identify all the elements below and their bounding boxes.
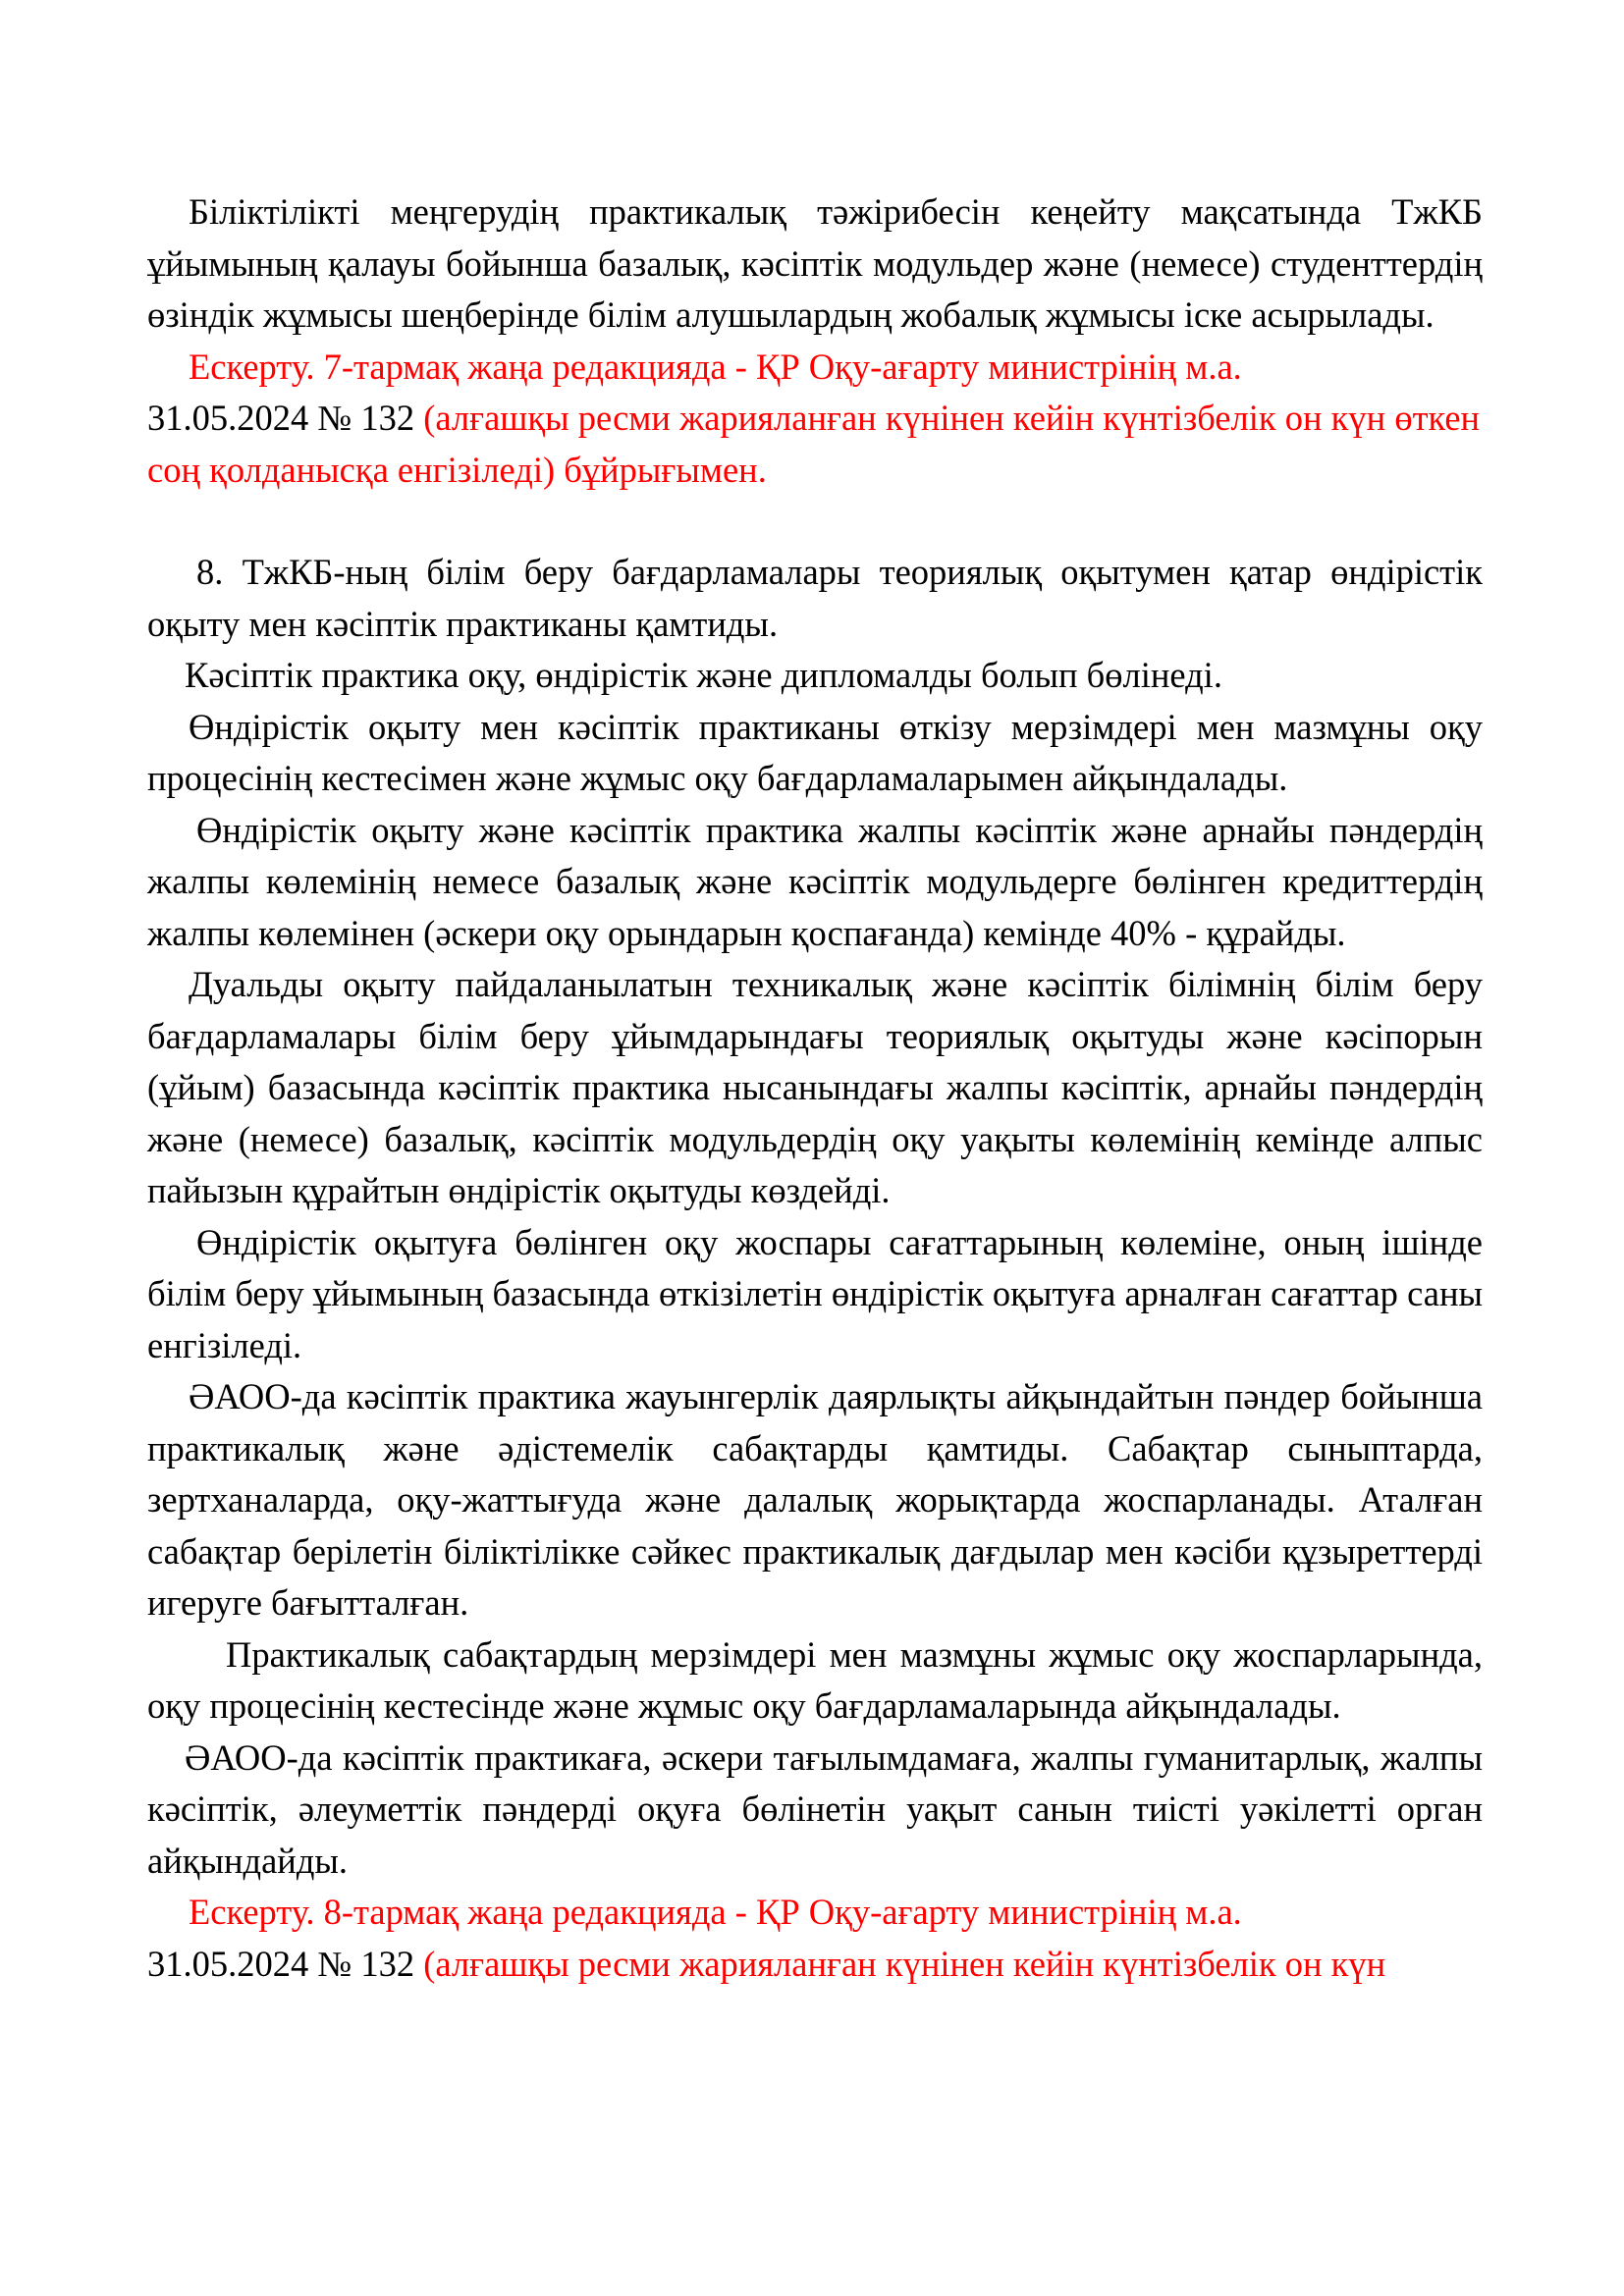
- amendment-note-8-prefix: Ескерту. 8-тармақ жаңа редакцияда - ҚР Оқу-ағарту министрінің м.а.: [189, 1892, 1242, 1932]
- document-page: [147, 187, 1483, 1990]
- paragraph-8-volume: Өндірістік оқыту және кәсіптік практика жалпы кәсіптік және арнайы пәндердің жалпы көлемінің немесе базалық және кәсіптік модульдерге бөлінген кредиттердің жалпы көлемінен (әскери оқу орындарын қоспағанда) кемінде 40% - құрайды.: [147, 809, 1483, 953]
- paragraph-8-military-practice: ӘАОО-да кәсіптік практика жауынгерлік даярлықты айқындайтын пәндер бойынша практикалық және әдістемелік сабақтарды қамтиды. Сабақтар сыныптарда, зертханаларда, оқу-жаттығуда және далалық жорықтарда жоспарланады. Аталған сабақтар берілетін біліктілікке сәйкес практикалық дағдылар мен кәсіби құзыреттерді игеруге бағытталған.: [147, 1376, 1483, 1623]
- section-gap: [147, 496, 1483, 547]
- paragraph-8-practical-terms: Практикалық сабақтардың мерзімдері мен мазмұны жұмыс оқу жоспарларында, оқу процесінің кестесінде және жұмыс оқу бағдарламаларында айқындалады.: [147, 1633, 1483, 1726]
- paragraph-8-terms: Өндірістік оқыту мен кәсіптік практиканы өткізу мерзімдері мен мазмұны оқу процесінің кестесімен және жұмыс оқу бағдарламаларымен айқындалады.: [147, 706, 1483, 798]
- amendment-note-8[interactable]: [147, 1887, 1483, 1990]
- paragraph-8-intro: 8. ТжКБ-ның білім беру бағдарламалары теориялық оқытумен қатар өндірістік оқыту мен кәсіптік практиканы қамтиды.: [147, 552, 1483, 644]
- paragraph-7-text: Біліктілікті меңгерудің практикалық тәжірибесін кеңейту мақсатында ТжКБ ұйымының қалауы бойынша базалық, кәсіптік модульдер және (немесе) студенттердің өзіндік жұмысы шеңберінде білім алушылардың жобалық жұмысы іске асырылады.: [147, 191, 1483, 335]
- paragraph-8-practice-types: Кәсіптік практика оқу, өндірістік және дипломалды болып бөлінеді.: [185, 655, 1222, 695]
- paragraph-8-hours: Өндірістік оқытуға бөлінген оқу жоспары сағаттарының көлеміне, оның ішінде білім беру ұйымының базасында өткізілетін өндірістік оқытуға арналған сағаттар саны енгізіледі.: [147, 1221, 1483, 1365]
- amendment-note-8-ref: 31.05.2024 № 132: [147, 1943, 415, 1984]
- amendment-note-7-prefix: Ескерту. 7-тармақ жаңа редакцияда - ҚР Оқу-ағарту министрінің м.а.: [189, 346, 1242, 387]
- amendment-note-7-suffix: (алғашқы ресми жарияланған күнінен кейін күнтізбелік он күн өткен соң қолданысқа енгізіледі) бұйрығымен.: [147, 398, 1481, 490]
- paragraph-8-authority: ӘАОО-да кәсіптік практикаға, әскери тағылымдамаға, жалпы гуманитарлық, жалпы кәсіптік, әлеуметтік пәндерді оқуға бөлінетін уақыт санын тиісті уәкілетті орган айқындайды.: [147, 1736, 1483, 1881]
- amendment-note-8-suffix: (алғашқы ресми жарияланған күнінен кейін күнтізбелік он күн: [414, 1943, 1386, 1984]
- amendment-note-7-ref: 31.05.2024 № 132: [147, 398, 415, 438]
- paragraph-8-dual: Дуальды оқыту пайдаланылатын техникалық және кәсіптік білімнің білім беру бағдарламалары білім беру ұйымдарындағы теориялық оқытуды және кәсіпорын (ұйым) базасында кәсіптік практика нысанындағы жалпы кәсіптік, арнайы пәндердің және (немесе) базалық, кәсіптік модульдердің оқу уақыты көлемінің кемінде алпыс пайызын құрайтын өндірістік оқытуды көздейді.: [147, 964, 1483, 1210]
- amendment-note-7[interactable]: [147, 342, 1483, 497]
